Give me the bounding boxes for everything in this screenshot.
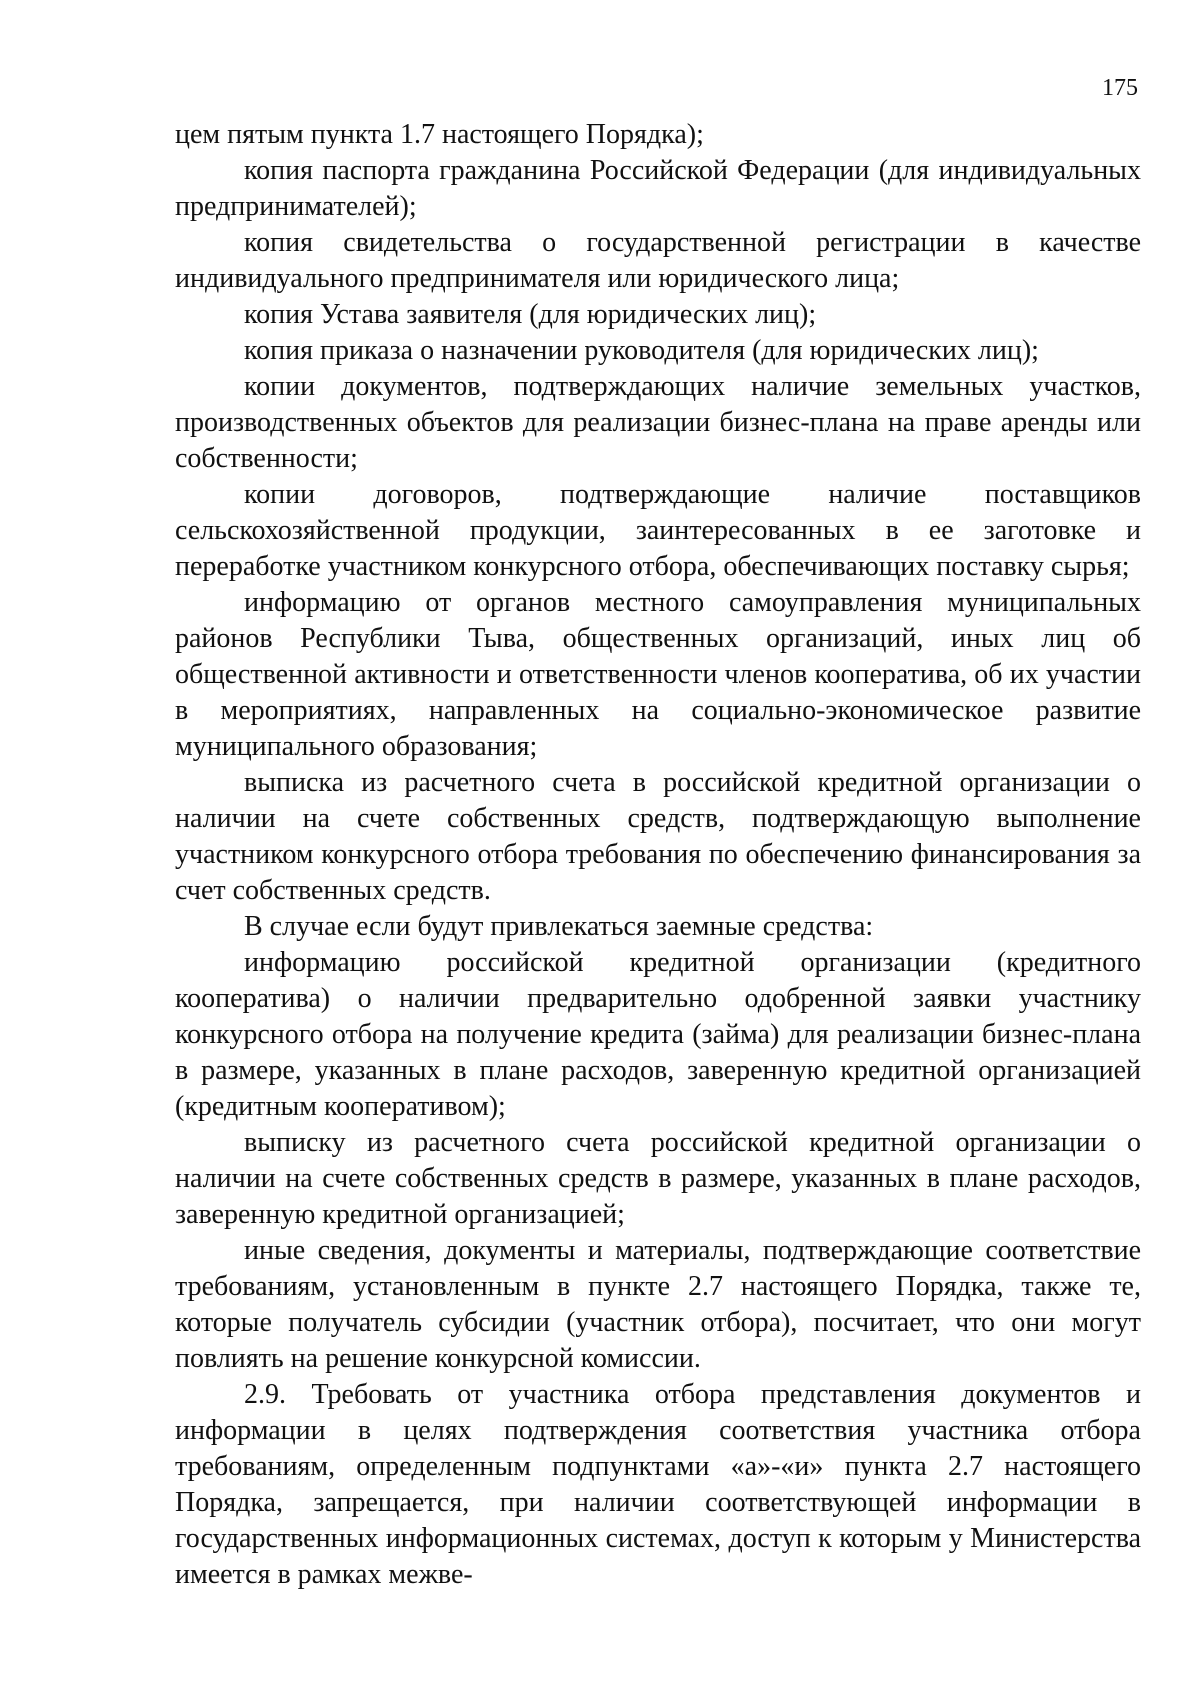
page-number: 175: [1102, 75, 1138, 101]
paragraph-land-documents: копии документов, подтверждающих наличие земельных участков, производственных объектов для реализации бизнес-плана на праве аренды или собственности;: [175, 371, 1141, 474]
paragraph-appointment-order: копия приказа о назначении руководителя (для юридических лиц);: [244, 335, 1039, 366]
paragraph-bank-statement: выписка из расчетного счета в российской кредитной организации о наличии на счете собственных средств, подтверждающую выполнение участником конкурсного отбора требования по обеспечению финансирования за счет собственных средств.: [175, 767, 1141, 906]
paragraph-section-2-9: 2.9. Требовать от участника отбора представления документов и информации в целях подтверждения соответствия участника отбора требованиям, определенным подпунктами «а»-«и» пункта 2.7 настоящего Порядка, запрещается, при наличии соответствующей информации в государственных информационных системах, доступ к которым у Министерства имеется в рамках межве-: [175, 1379, 1141, 1590]
paragraph-other-documents: иные сведения, документы и материалы, подтверждающие соответствие требованиям, установленным в пункте 2.7 настоящего Порядка, также те, которые получатель субсидии (участник отбора), посчитает, что они могут повлиять на решение конкурсной комиссии.: [175, 1235, 1141, 1374]
paragraph-account-extract: выписку из расчетного счета российской кредитной организации о наличии на счете собственных средств в размере, указанных в плане расходов, заверенную кредитной организацией;: [175, 1127, 1141, 1230]
paragraph-continuation: цем пятым пункта 1.7 настоящего Порядка);: [175, 119, 704, 150]
paragraph-credit-info: информацию российской кредитной организации (кредитного кооператива) о наличии предварительно одобренной заявки участнику конкурсного отбора на получение кредита (займа) для реализации бизнес-плана в размере, указанных в плане расходов, заверенную кредитной организацией (кредитным кооперативом);: [175, 947, 1141, 1122]
paragraph-borrowed-funds: В случае если будут привлекаться заемные средства:: [244, 911, 874, 942]
paragraph-local-government-info: информацию от органов местного самоуправления муниципальных районов Республики Тыва, общественных организаций, иных лиц об общественной активности и ответственности членов кооператива, об их участии в мероприятиях, направленных на социально-экономическое развитие муниципального образования;: [175, 587, 1141, 762]
paragraph-passport-copy: копия паспорта гражданина Российской Федерации (для индивидуальных предпринимателей);: [175, 155, 1141, 222]
paragraph-supplier-contracts: копии договоров, подтверждающие наличие поставщиков сельскохозяйственной продукции, заинтересованных в ее заготовке и переработке участником конкурсного отбора, обеспечивающих поставку сырья;: [175, 479, 1141, 582]
body-text: [175, 117, 1141, 1593]
paragraph-charter-copy: копия Устава заявителя (для юридических лиц);: [244, 299, 817, 330]
paragraph-registration-certificate: копия свидетельства о государственной регистрации в качестве индивидуального предпринимателя или юридического лица;: [175, 227, 1141, 294]
